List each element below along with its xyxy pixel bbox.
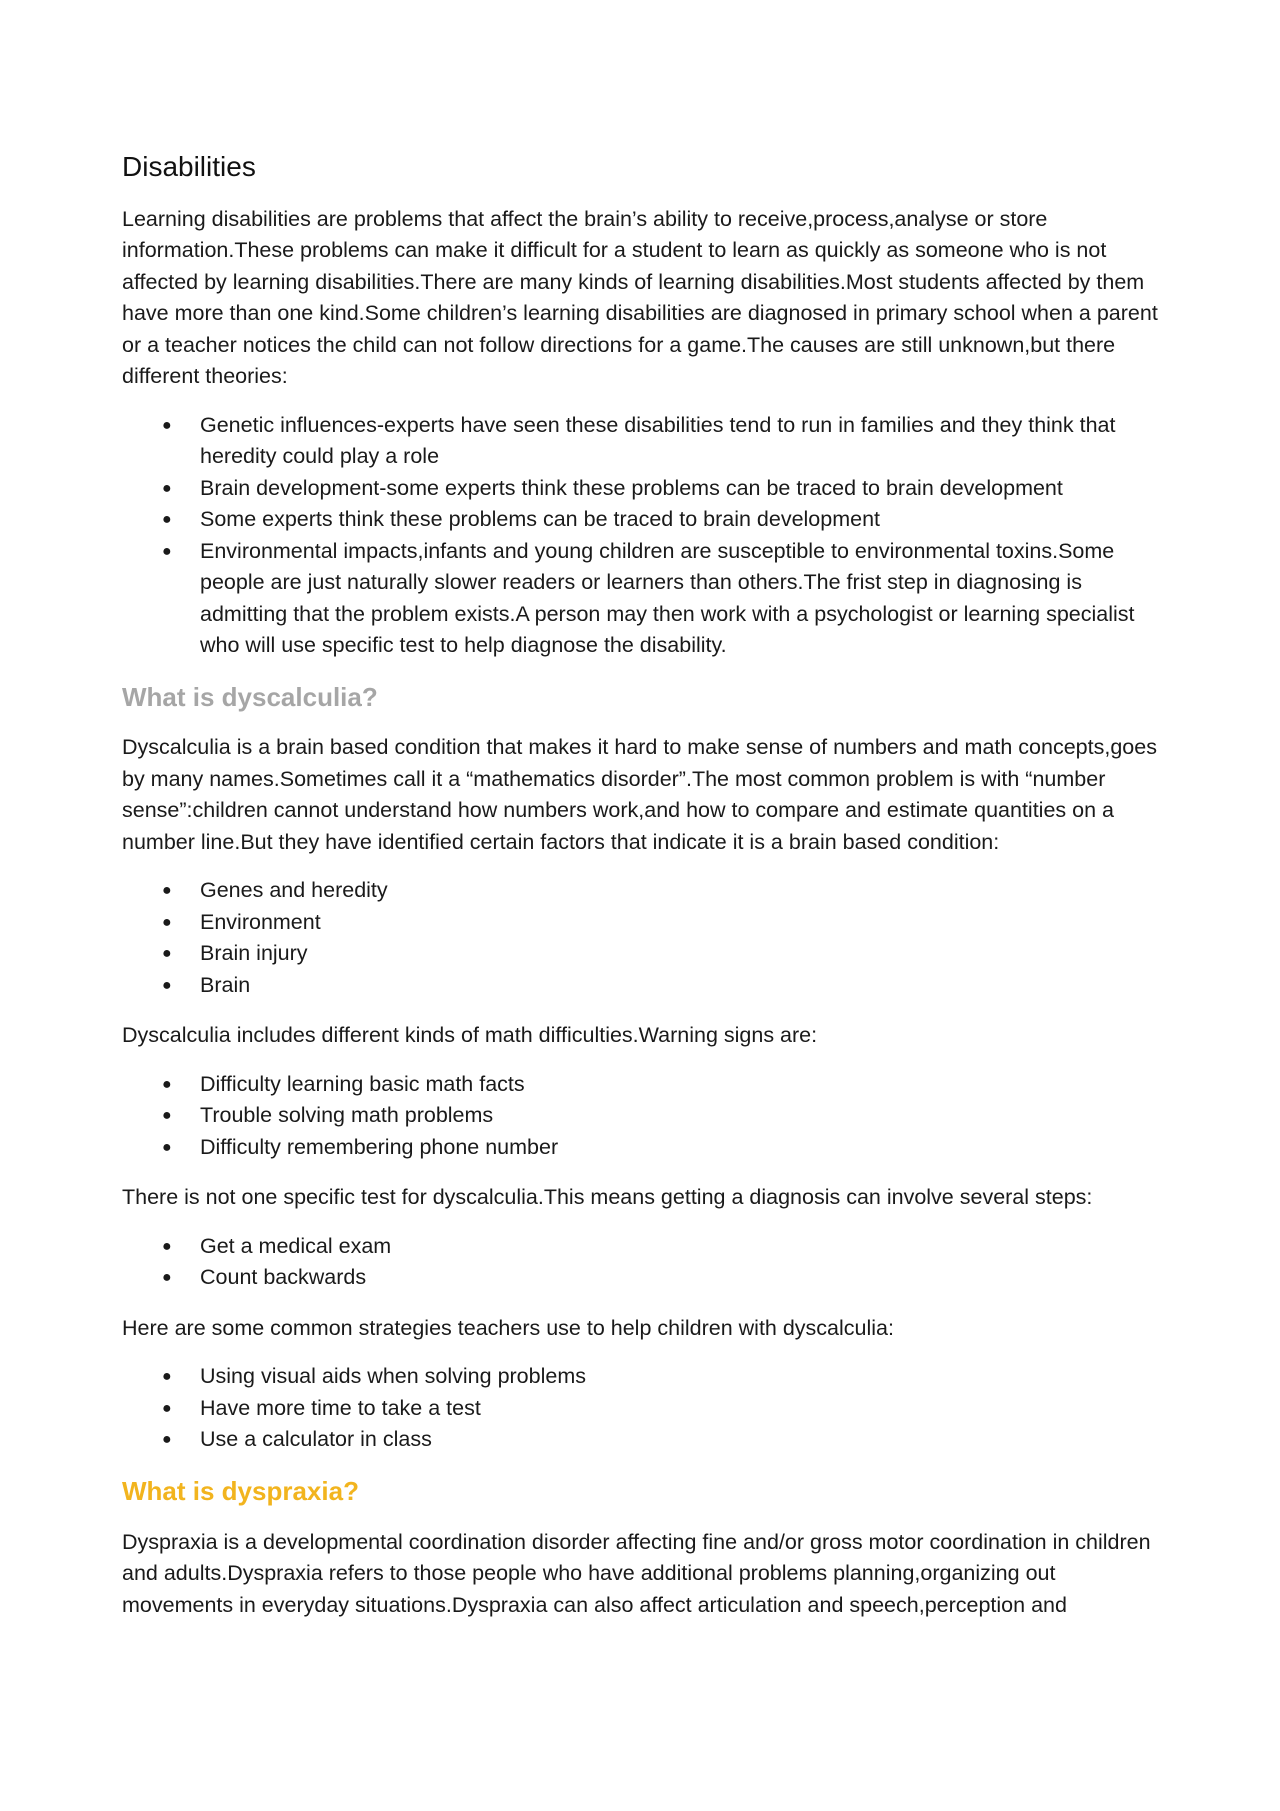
bullet-icon: ● bbox=[162, 1075, 172, 1093]
list-item bbox=[122, 970, 1172, 1002]
list-item-text: Trouble solving math problems bbox=[200, 1103, 494, 1128]
list-item bbox=[122, 1231, 1172, 1263]
list-item-text: Environment bbox=[200, 909, 321, 934]
list-item bbox=[122, 1262, 1172, 1294]
list-item-text: Count backwards bbox=[200, 1265, 367, 1290]
bullet-icon: ● bbox=[162, 542, 172, 560]
strategies-intro: Here are some common strategies teachers use to help children with dyscalculia: bbox=[122, 1315, 894, 1340]
bullet-icon: ● bbox=[162, 882, 172, 900]
dyscalculia-heading: What is dyscalculia? bbox=[122, 681, 378, 712]
bullet-icon: ● bbox=[162, 1107, 172, 1125]
bullet-icon: ● bbox=[162, 1269, 172, 1287]
list-item-text: Genes and heredity bbox=[200, 878, 388, 903]
list-item-text: Brain bbox=[200, 972, 251, 997]
diagnosis-steps-list bbox=[122, 1231, 1172, 1294]
page-title: Disabilities bbox=[122, 151, 256, 182]
bullet-icon: ● bbox=[162, 1237, 172, 1255]
bullet-icon: ● bbox=[162, 479, 172, 497]
list-item bbox=[122, 907, 1172, 939]
list-item bbox=[122, 1393, 1172, 1425]
list-item bbox=[122, 938, 1172, 970]
list-item-text: Some experts think these problems can be traced to brain development bbox=[200, 507, 881, 532]
dyscalculia-intro: Dyscalculia is a brain based condition that makes it hard to make sense of numbers and math concepts,goes by many names.Sometimes call it a “mathematics disorder”.The most common problem is with “number sense”:children cannot understand how numbers work,and how to compare and estimate quantities on a number line.But they have identified certain factors that indicate it is a brain based condition: bbox=[122, 735, 1157, 854]
list-item-text: Brain development-some experts think these problems can be traced to brain development bbox=[200, 475, 1063, 500]
list-item-text: Have more time to take a test bbox=[200, 1395, 481, 1420]
list-item bbox=[122, 536, 1172, 662]
document-page bbox=[122, 150, 1172, 1638]
bullet-icon: ● bbox=[162, 1431, 172, 1449]
bullet-icon: ● bbox=[162, 1138, 172, 1156]
theories-list bbox=[122, 410, 1172, 662]
list-item-text: Genetic influences-experts have seen these disabilities tend to run in families and they think that heredity could play a role bbox=[200, 412, 1116, 469]
list-item-text: Environmental impacts,infants and young children are susceptible to environmental toxins.Some people are just naturally slower readers or learners than others.The frist step in diagnosing is admitting that the problem exists.A person may then work with a psychologist or learning specialist who will use specific test to help diagnose the disability. bbox=[200, 538, 1135, 658]
list-item-text: Brain injury bbox=[200, 941, 308, 966]
warning-signs-intro: Dyscalculia includes different kinds of math difficulties.Warning signs are: bbox=[122, 1023, 818, 1048]
bullet-icon: ● bbox=[162, 913, 172, 931]
list-item bbox=[122, 1361, 1172, 1393]
warning-signs-list bbox=[122, 1069, 1172, 1164]
intro-paragraph: Learning disabilities are problems that affect the brain’s ability to receive,process,analyse or store information.These problems can make it difficult for a student to learn as quickly as someone who is not affected by learning disabilities.There are many kinds of learning disabilities.Most students affected by them have more than one kind.Some children’s learning disabilities are diagnosed in primary school when a parent or a teacher notices the child can not follow directions for a game.The causes are still unknown,but there different theories: bbox=[122, 206, 1158, 389]
bullet-icon: ● bbox=[162, 945, 172, 963]
list-item-text: Difficulty learning basic math facts bbox=[200, 1071, 525, 1096]
list-item bbox=[122, 410, 1172, 473]
list-item-text: Use a calculator in class bbox=[200, 1427, 432, 1452]
bullet-icon: ● bbox=[162, 511, 172, 529]
bullet-icon: ● bbox=[162, 1399, 172, 1417]
bullet-icon: ● bbox=[162, 1368, 172, 1386]
list-item bbox=[122, 1424, 1172, 1456]
bullet-icon: ● bbox=[162, 976, 172, 994]
list-item bbox=[122, 1069, 1172, 1101]
list-item-text: Using visual aids when solving problems bbox=[200, 1364, 586, 1389]
dyspraxia-intro: Dyspraxia is a developmental coordination disorder affecting fine and/or gross motor coordination in children and adults.Dyspraxia refers to those people who have additional problems planning,organizing out movements in everyday situations.Dyspraxia can also affect articulation and speech,perception and bbox=[122, 1529, 1151, 1617]
list-item bbox=[122, 1132, 1172, 1164]
list-item bbox=[122, 473, 1172, 505]
list-item bbox=[122, 1100, 1172, 1132]
dyspraxia-heading: What is dyspraxia? bbox=[122, 1475, 359, 1506]
strategies-list bbox=[122, 1361, 1172, 1456]
dyscalculia-factors-list bbox=[122, 875, 1172, 1001]
list-item-text: Get a medical exam bbox=[200, 1233, 392, 1258]
bullet-icon: ● bbox=[162, 416, 172, 434]
diagnosis-intro: There is not one specific test for dyscalculia.This means getting a diagnosis can involve several steps: bbox=[122, 1185, 1093, 1210]
list-item bbox=[122, 504, 1172, 536]
list-item-text: Difficulty remembering phone number bbox=[200, 1134, 559, 1159]
list-item bbox=[122, 875, 1172, 907]
